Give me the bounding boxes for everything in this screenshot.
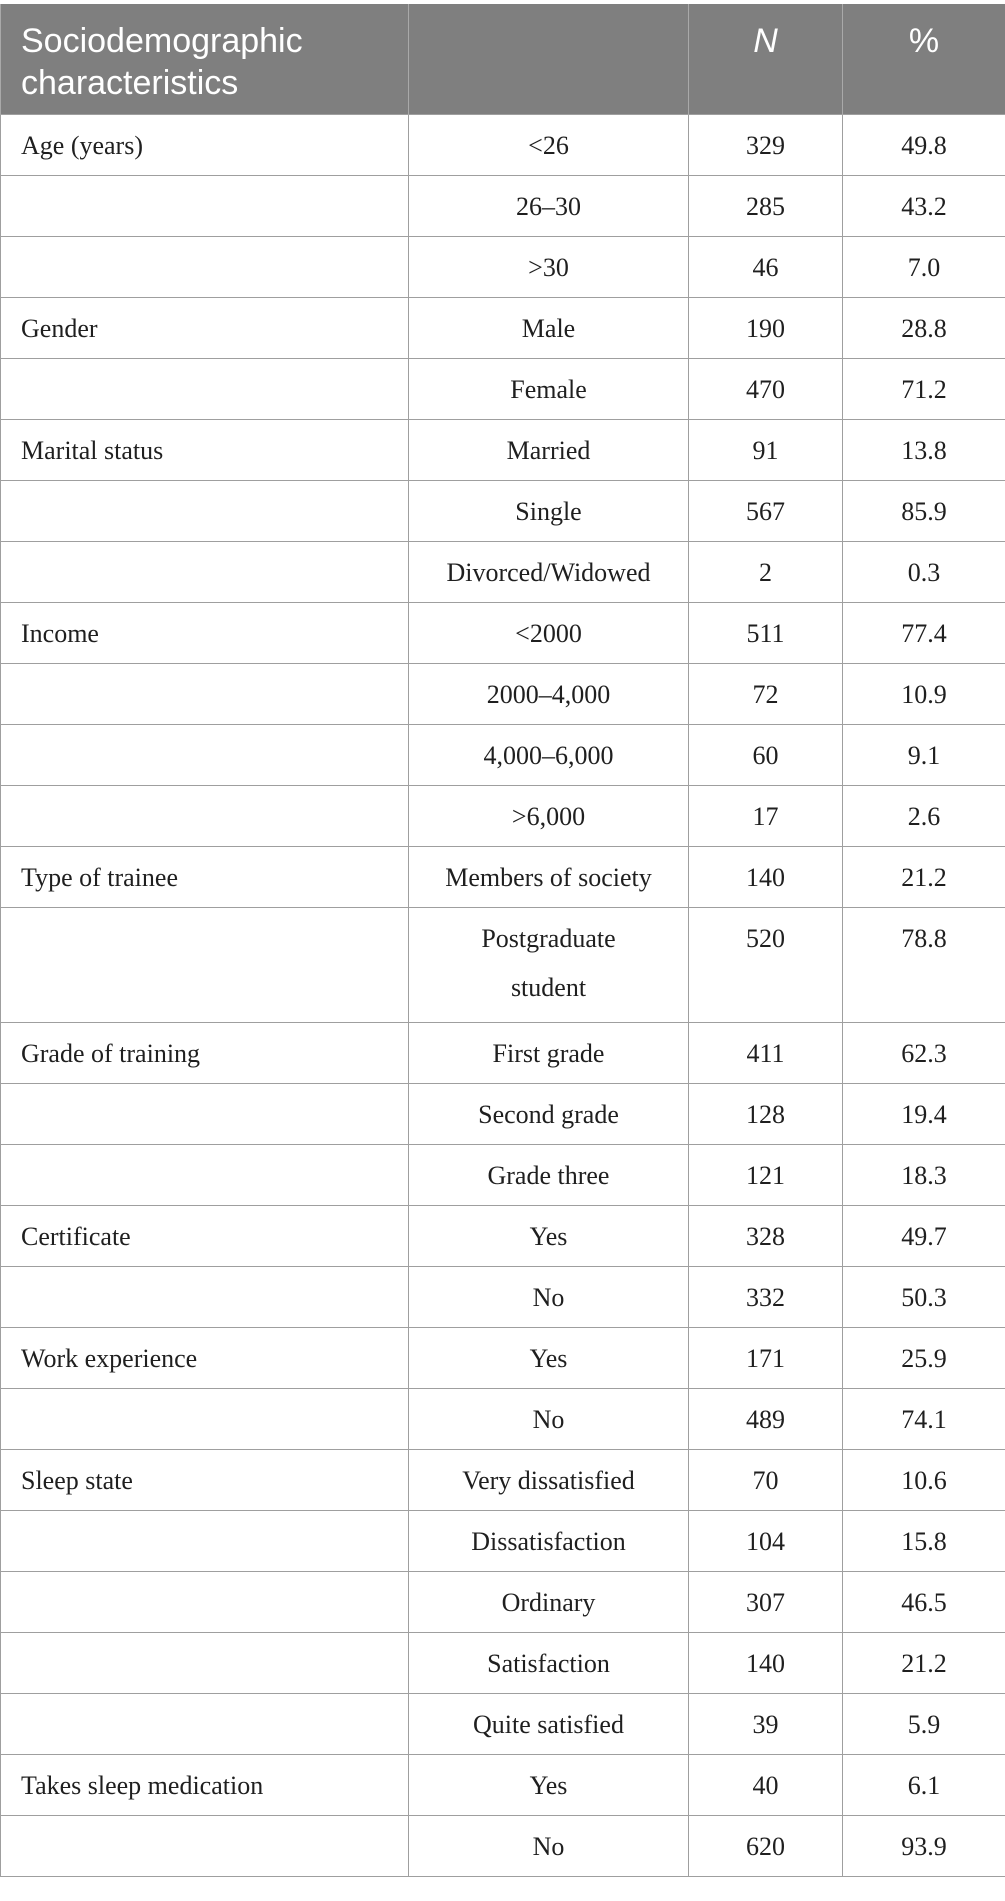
- table-row: [1, 846, 1005, 907]
- sociodemographic-table: [0, 4, 1005, 1877]
- table-row: [1, 663, 1005, 724]
- table-row: [1, 724, 1005, 785]
- cell-percent: 85.9: [843, 480, 1005, 541]
- cell-n: 171: [689, 1327, 843, 1388]
- cell-category: Yes: [409, 1327, 689, 1388]
- cell-n: 17: [689, 785, 843, 846]
- cell-category: >30: [409, 236, 689, 297]
- table-row: [1, 114, 1005, 175]
- cell-n: 91: [689, 419, 843, 480]
- cell-n: 121: [689, 1144, 843, 1205]
- cell-group: [1, 1815, 409, 1876]
- cell-group: [1, 1144, 409, 1205]
- cell-n: 328: [689, 1205, 843, 1266]
- cell-n: 140: [689, 846, 843, 907]
- table-row: [1, 1083, 1005, 1144]
- cell-percent: 21.2: [843, 1632, 1005, 1693]
- cell-group: Grade of training: [1, 1022, 409, 1083]
- cell-category: 4,000–6,000: [409, 724, 689, 785]
- cell-n: 39: [689, 1693, 843, 1754]
- cell-category: Dissatisfaction: [409, 1510, 689, 1571]
- cell-n: 470: [689, 358, 843, 419]
- table-row: [1, 1754, 1005, 1815]
- cell-n: 329: [689, 114, 843, 175]
- cell-category: <2000: [409, 602, 689, 663]
- cell-n: 411: [689, 1022, 843, 1083]
- cell-category: 26–30: [409, 175, 689, 236]
- cell-category: Satisfaction: [409, 1632, 689, 1693]
- table-row: [1, 1449, 1005, 1510]
- table-row: [1, 480, 1005, 541]
- table-body: [1, 114, 1005, 1876]
- cell-group: [1, 1693, 409, 1754]
- table-row: [1, 1510, 1005, 1571]
- table-row: [1, 175, 1005, 236]
- cell-n: 190: [689, 297, 843, 358]
- cell-percent: 46.5: [843, 1571, 1005, 1632]
- cell-n: 72: [689, 663, 843, 724]
- table-row: [1, 297, 1005, 358]
- cell-n: 520: [689, 907, 843, 1022]
- cell-group: Work experience: [1, 1327, 409, 1388]
- cell-percent: 2.6: [843, 785, 1005, 846]
- cell-percent: 28.8: [843, 297, 1005, 358]
- cell-category: Members of society: [409, 846, 689, 907]
- cell-percent: 77.4: [843, 602, 1005, 663]
- table-row: [1, 1327, 1005, 1388]
- cell-n: 104: [689, 1510, 843, 1571]
- cell-n: 489: [689, 1388, 843, 1449]
- cell-category: Yes: [409, 1205, 689, 1266]
- cell-category: No: [409, 1388, 689, 1449]
- table-row: [1, 1266, 1005, 1327]
- cell-category: Male: [409, 297, 689, 358]
- cell-group: [1, 175, 409, 236]
- cell-group: Age (years): [1, 114, 409, 175]
- cell-category: Married: [409, 419, 689, 480]
- cell-category: Single: [409, 480, 689, 541]
- cell-n: 307: [689, 1571, 843, 1632]
- cell-group: [1, 907, 409, 1022]
- table-row: [1, 785, 1005, 846]
- table-row: [1, 419, 1005, 480]
- cell-group: [1, 358, 409, 419]
- cell-percent: 7.0: [843, 236, 1005, 297]
- cell-n: 620: [689, 1815, 843, 1876]
- cell-n: 332: [689, 1266, 843, 1327]
- cell-category: Postgraduate student: [409, 907, 689, 1022]
- cell-category: First grade: [409, 1022, 689, 1083]
- cell-category: Grade three: [409, 1144, 689, 1205]
- cell-n: 40: [689, 1754, 843, 1815]
- table-row: [1, 1571, 1005, 1632]
- cell-percent: 19.4: [843, 1083, 1005, 1144]
- cell-group: Sleep state: [1, 1449, 409, 1510]
- cell-category: Yes: [409, 1754, 689, 1815]
- cell-n: 60: [689, 724, 843, 785]
- cell-group: [1, 1571, 409, 1632]
- table-row: [1, 1632, 1005, 1693]
- cell-category: Female: [409, 358, 689, 419]
- cell-percent: 43.2: [843, 175, 1005, 236]
- cell-category: Very dissatisfied: [409, 1449, 689, 1510]
- cell-percent: 93.9: [843, 1815, 1005, 1876]
- cell-group: Marital status: [1, 419, 409, 480]
- cell-n: 140: [689, 1632, 843, 1693]
- cell-group: Income: [1, 602, 409, 663]
- cell-percent: 0.3: [843, 541, 1005, 602]
- cell-percent: 25.9: [843, 1327, 1005, 1388]
- cell-group: [1, 785, 409, 846]
- cell-category: No: [409, 1815, 689, 1876]
- cell-n: 511: [689, 602, 843, 663]
- cell-percent: 6.1: [843, 1754, 1005, 1815]
- cell-group: [1, 541, 409, 602]
- cell-percent: 10.6: [843, 1449, 1005, 1510]
- header-percent: %: [843, 4, 1005, 114]
- table-row: [1, 1022, 1005, 1083]
- cell-group: Certificate: [1, 1205, 409, 1266]
- cell-group: [1, 480, 409, 541]
- cell-percent: 74.1: [843, 1388, 1005, 1449]
- cell-group: [1, 1266, 409, 1327]
- cell-percent: 50.3: [843, 1266, 1005, 1327]
- cell-percent: 78.8: [843, 907, 1005, 1022]
- cell-percent: 13.8: [843, 419, 1005, 480]
- cell-category: 2000–4,000: [409, 663, 689, 724]
- cell-category: Quite satisfied: [409, 1693, 689, 1754]
- cell-percent: 62.3: [843, 1022, 1005, 1083]
- sociodemographic-table-container: [0, 4, 1005, 1877]
- cell-group: [1, 1083, 409, 1144]
- cell-group: [1, 663, 409, 724]
- table-row: [1, 602, 1005, 663]
- table-row: [1, 907, 1005, 1022]
- header-characteristics: Sociodemographic characteristics: [1, 4, 409, 114]
- table-row: [1, 1693, 1005, 1754]
- cell-group: [1, 1388, 409, 1449]
- cell-percent: 49.7: [843, 1205, 1005, 1266]
- cell-n: 128: [689, 1083, 843, 1144]
- cell-n: 285: [689, 175, 843, 236]
- table-row: [1, 1144, 1005, 1205]
- cell-group: [1, 724, 409, 785]
- header-category: [409, 4, 689, 114]
- table-row: [1, 236, 1005, 297]
- cell-percent: 49.8: [843, 114, 1005, 175]
- table-row: [1, 541, 1005, 602]
- cell-group: Gender: [1, 297, 409, 358]
- cell-percent: 21.2: [843, 846, 1005, 907]
- cell-group: Takes sleep medication: [1, 1754, 409, 1815]
- cell-group: Type of trainee: [1, 846, 409, 907]
- cell-percent: 10.9: [843, 663, 1005, 724]
- header-row: [1, 4, 1005, 114]
- cell-percent: 18.3: [843, 1144, 1005, 1205]
- cell-percent: 9.1: [843, 724, 1005, 785]
- header-n: N: [689, 4, 843, 114]
- cell-category: Second grade: [409, 1083, 689, 1144]
- cell-group: [1, 1632, 409, 1693]
- table-row: [1, 358, 1005, 419]
- cell-percent: 71.2: [843, 358, 1005, 419]
- cell-group: [1, 236, 409, 297]
- cell-group: [1, 1510, 409, 1571]
- cell-n: 567: [689, 480, 843, 541]
- cell-n: 46: [689, 236, 843, 297]
- cell-n: 70: [689, 1449, 843, 1510]
- cell-category: No: [409, 1266, 689, 1327]
- table-row: [1, 1388, 1005, 1449]
- cell-n: 2: [689, 541, 843, 602]
- table-row: [1, 1815, 1005, 1876]
- cell-category: Ordinary: [409, 1571, 689, 1632]
- cell-percent: 15.8: [843, 1510, 1005, 1571]
- cell-category: <26: [409, 114, 689, 175]
- cell-percent: 5.9: [843, 1693, 1005, 1754]
- cell-category: >6,000: [409, 785, 689, 846]
- table-header: [1, 4, 1005, 114]
- table-row: [1, 1205, 1005, 1266]
- cell-category: Divorced/Widowed: [409, 541, 689, 602]
